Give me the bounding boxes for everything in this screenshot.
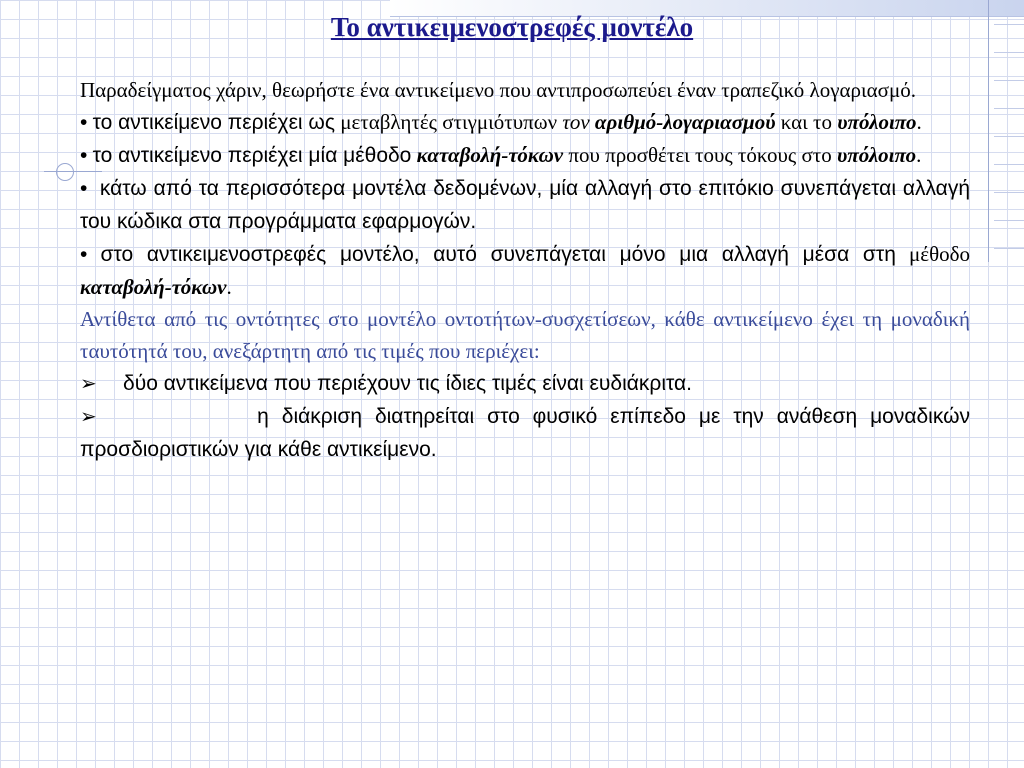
intro-paragraph: Παραδείγματος χάριν, θεωρήστε ένα αντικείμενο που αντιπροσωπεύει έναν τραπεζικό λογαριασμό.	[80, 78, 916, 102]
bullet-oo-model: • στο αντικειμενοστρεφές μοντέλο, αυτό συνεπάγεται μόνο μια αλλαγή μέσα στη μέθοδο καταβολή-τόκων.	[80, 242, 971, 299]
arrow-item-physical-level: ➢ η διάκριση διατηρείται στο φυσικό επίπεδο με την ανάθεση μοναδικών προσδιοριστικών για κάθε αντικείμενο.	[80, 400, 970, 466]
identity-paragraph: Αντίθετα από τις οντότητες στο μοντέλο οντοτήτων-συσχετίσεων, κάθε αντικείμενο έχει τη μοναδική ταυτότητά του, ανεξάρτητη από τις τιμές που περιέχει:	[80, 307, 970, 363]
arrow-item-distinct: ➢ δύο αντικείμενα που περιέχουν τις ίδιες τιμές είναι ευδιάκριτα.	[80, 367, 970, 400]
bullet-method: • το αντικείμενο περιέχει μία μέθοδο καταβολή-τόκων που προσθέτει τους τόκους στο υπόλοιπο.	[80, 143, 922, 167]
bullet-instance-variables: • το αντικείμενο περιέχει ως μεταβλητές στιγμιότυπων τον αριθμό-λογαριασμού και το υπόλοιπο.	[80, 110, 922, 134]
slide-title: Το αντικειμενοστρεφές μοντέλο	[330, 12, 694, 42]
decorative-circle	[56, 163, 74, 181]
arrow-bullet-icon: ➢	[80, 371, 97, 395]
bullet-data-models: • κάτω από τα περισσότερα μοντέλα δεδομένων, μία αλλαγή στο επιτόκιο συνεπάγεται αλλαγή του κώδικα στα προγράμματα εφαρμογών.	[80, 177, 970, 233]
slide-body	[80, 74, 970, 466]
arrow-bullet-icon: ➢	[80, 404, 97, 428]
